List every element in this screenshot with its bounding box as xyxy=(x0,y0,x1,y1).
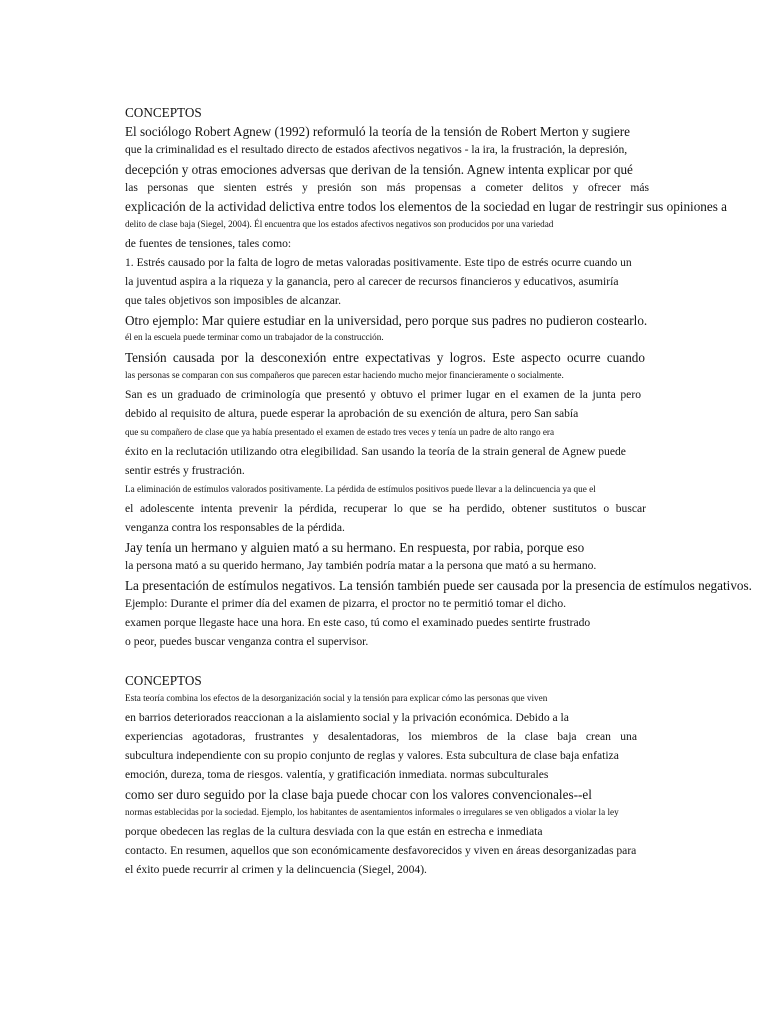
paragraph-line: las personas que sienten estrés y presión son más propensas a cometer delitos y ofrecer más xyxy=(125,181,649,194)
paragraph-line: o peor, puedes buscar venganza contra el supervisor. xyxy=(125,635,369,648)
paragraph-line: Esta teoría combina los efectos de la desorganización social y la tensión para explicar cómo las personas que viven xyxy=(125,693,548,703)
paragraph-line: de fuentes de tensiones, tales como: xyxy=(125,237,292,250)
paragraph-line: normas establecidas por la sociedad. Ejemplo, los habitantes de asentamientos informales o irregulares se ven obligados a violar la ley xyxy=(125,807,619,817)
paragraph-line: emoción, dureza, toma de riesgos. valentía, y gratificación inmediata. normas subculturales xyxy=(125,768,549,781)
paragraph-line: porque obedecen las reglas de la cultura desviada con la que están en estrecha e inmediata xyxy=(125,825,543,838)
paragraph-line: que la criminalidad es el resultado directo de estados afectivos negativos - la ira, la frustración, la depresión, xyxy=(125,143,628,156)
section-heading: CONCEPTOS xyxy=(125,105,202,120)
paragraph-line: las personas se comparan con sus compañeros que parecen estar haciendo mucho mejor financieramente o socialmente. xyxy=(125,370,564,380)
paragraph-line: experiencias agotadoras, frustrantes y desalentadoras, los miembros de la clase baja crean una xyxy=(125,730,637,743)
paragraph-line: él en la escuela puede terminar como un trabajador de la construcción. xyxy=(125,332,384,342)
paragraph-line: el adolescente intenta prevenir la pérdida, recuperar lo que se ha perdido, obtener sustitutos o buscar xyxy=(125,502,646,515)
section-heading: CONCEPTOS xyxy=(125,673,202,688)
paragraph-line: explicación de la actividad delictiva entre todos los elementos de la sociedad en lugar de restringir sus opiniones a xyxy=(125,199,728,214)
paragraph-line: Otro ejemplo: Mar quiere estudiar en la universidad, pero porque sus padres no pudieron costearlo. xyxy=(125,313,648,328)
paragraph-line: el éxito puede recurrir al crimen y la delincuencia (Siegel, 2004). xyxy=(125,863,427,876)
paragraph-line: venganza contra los responsables de la pérdida. xyxy=(125,521,345,534)
paragraph-line: debido al requisito de altura, puede esperar la aprobación de su exención de altura, pero San sabía xyxy=(125,407,579,420)
paragraph-line: Tensión causada por la desconexión entre expectativas y logros. Este aspecto ocurre cuando xyxy=(125,350,645,365)
paragraph-line: delito de clase baja (Siegel, 2004). Él encuentra que los estados afectivos negativos son producidos por una variedad xyxy=(125,219,554,229)
paragraph-line: La eliminación de estímulos valorados positivamente. La pérdida de estímulos positivos puede llevar a la delincuencia ya que el xyxy=(125,484,596,494)
paragraph-line: examen porque llegaste hace una hora. En este caso, tú como el examinado puedes sentirte frustrado xyxy=(125,616,591,629)
paragraph-line: en barrios deteriorados reaccionan a la aislamiento social y la privación económica. Debido a la xyxy=(125,711,569,724)
paragraph-line: Ejemplo: Durante el primer día del examen de pizarra, el proctor no te permitió tomar el dicho. xyxy=(125,597,567,610)
paragraph-line: sentir estrés y frustración. xyxy=(125,464,245,477)
paragraph-line: 1. Estrés causado por la falta de logro de metas valoradas positivamente. Este tipo de estrés ocurre cuando un xyxy=(125,256,632,269)
paragraph-line: contacto. En resumen, aquellos que son económicamente desfavorecidos y viven en áreas desorganizadas para xyxy=(125,844,637,857)
paragraph-line: la persona mató a su querido hermano, Jay también podría matar a la persona que mató a su hermano. xyxy=(125,559,597,572)
paragraph-line: El sociólogo Robert Agnew (1992) reformuló la teoría de la tensión de Robert Merton y sugiere xyxy=(125,124,631,139)
paragraph-line: que tales objetivos son imposibles de alcanzar. xyxy=(125,294,342,307)
paragraph-line: Jay tenía un hermano y alguien mató a su hermano. En respuesta, por rabia, porque eso xyxy=(125,540,585,555)
paragraph-line: que su compañero de clase que ya había presentado el examen de estado tres veces y tenía un padre de alto rango era xyxy=(125,427,555,437)
paragraph-line: subcultura independiente con su propio conjunto de reglas y valores. Esta subcultura de clase baja enfatiza xyxy=(125,749,619,762)
paragraph-line: decepción y otras emociones adversas que derivan de la tensión. Agnew intenta explicar por qué xyxy=(125,162,633,177)
paragraph-line: San es un graduado de criminología que presentó y obtuvo el primer lugar en el examen de la junta pero xyxy=(125,388,641,401)
paragraph-line: como ser duro seguido por la clase baja puede chocar con los valores convencionales--el xyxy=(125,787,592,802)
paragraph-line: éxito en la reclutación utilizando otra elegibilidad. San usando la teoría de la strain general de Agnew puede xyxy=(125,445,626,458)
paragraph-line: la juventud aspira a la riqueza y la ganancia, pero al carecer de recursos financieros y educativos, asumiría xyxy=(125,275,619,288)
paragraph-line: La presentación de estímulos negativos. La tensión también puede ser causada por la presencia de estímulos negativos. xyxy=(125,578,752,593)
